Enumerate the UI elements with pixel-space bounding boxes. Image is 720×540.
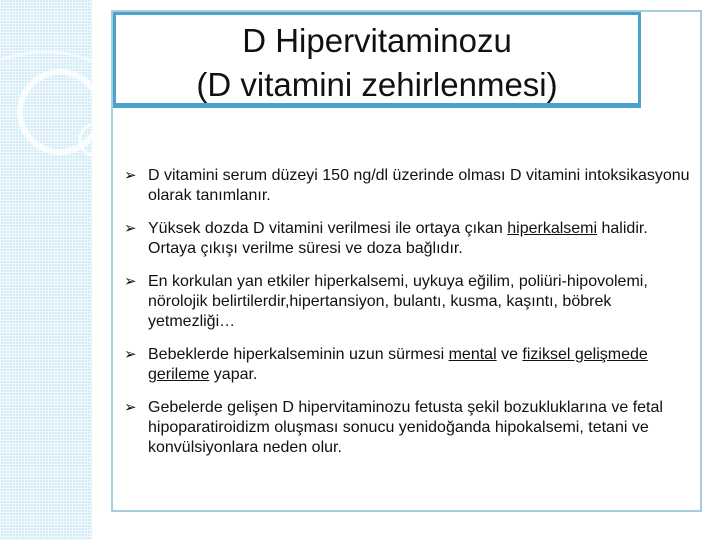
- arrow-bullet-icon: ➢: [124, 399, 137, 416]
- title-line-1: D Hipervitaminozu: [242, 22, 512, 59]
- bullet-text: D vitamini serum düzeyi 150 ng/dl üzerinde olması D vitamini intoksikasyonu olarak tanımlanır.: [148, 167, 690, 204]
- bullet-list: [124, 166, 695, 471]
- bullet-text: ve: [496, 346, 523, 363]
- arrow-bullet-icon: ➢: [124, 346, 137, 363]
- arrow-bullet-icon: ➢: [124, 220, 137, 237]
- list-item: [124, 219, 695, 259]
- bullet-text: En korkulan yan etkiler hiperkalsemi, uykuya eğilim, poliüri-hipovolemi, nörolojik belirtilerdir,hipertansiyon, bulantı, kusma, kaşıntı, böbrek yetmezliği…: [148, 273, 648, 330]
- fiziksel-gelismede-gerileme-link[interactable]: fiziksel gelişmede gerileme: [148, 346, 648, 383]
- bullet-text: halidir. Ortaya çıkışı verilme süresi ve doza bağlıdır.: [148, 220, 648, 257]
- mental-link[interactable]: mental: [448, 346, 497, 363]
- decorative-circles-graphic: [0, 0, 120, 200]
- bullet-text: yapar.: [209, 366, 258, 383]
- list-item: [124, 166, 695, 206]
- title-box: [113, 12, 641, 108]
- list-item: [124, 345, 695, 385]
- arrow-bullet-icon: ➢: [124, 167, 137, 184]
- page-title: [116, 19, 638, 107]
- hiperkalsemi-link[interactable]: hiperkalsemi: [507, 220, 598, 237]
- bullet-text: Gebelerde gelişen D hipervitaminozu fetusta şekil bozukluklarına ve fetal hipoparatiroidizm oluşması sonucu yenidoğanda hipokalsemi, tetani ve konvülsiyonlara neden olur.: [148, 399, 663, 456]
- list-item: [124, 398, 695, 458]
- title-line-2: (D vitamini zehirlenmesi): [196, 66, 558, 103]
- bullet-text: Yüksek dozda D vitamini verilmesi ile ortaya çıkan: [148, 220, 508, 237]
- list-item: [124, 272, 695, 332]
- arrow-bullet-icon: ➢: [124, 273, 137, 290]
- bullet-text: Bebeklerde hiperkalseminin uzun sürmesi: [148, 346, 449, 363]
